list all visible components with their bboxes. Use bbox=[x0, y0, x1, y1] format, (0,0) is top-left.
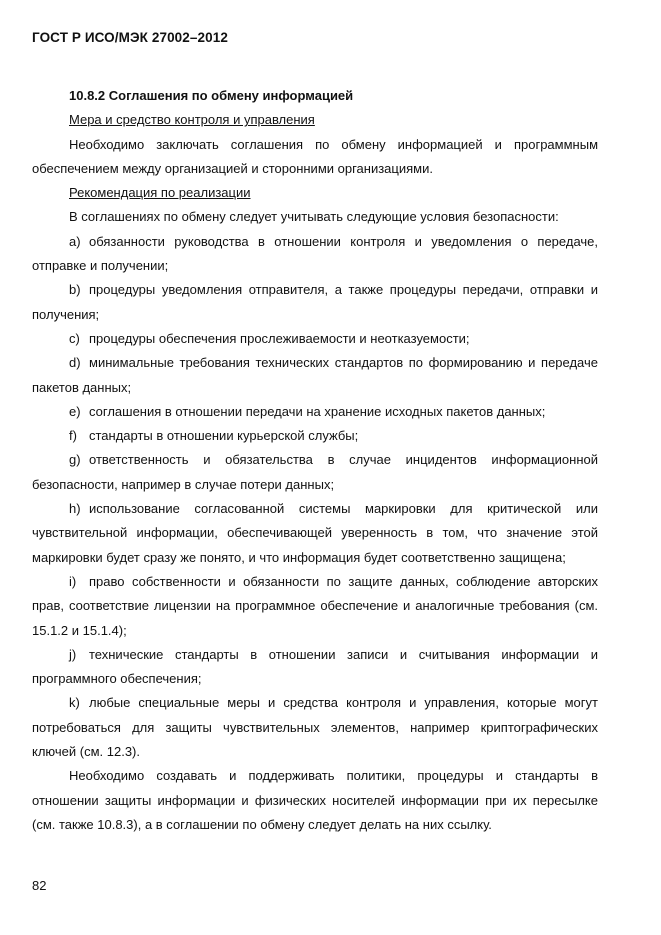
list-marker: b) bbox=[69, 282, 81, 298]
list-marker: k) bbox=[69, 695, 80, 711]
list-marker: i) bbox=[69, 573, 77, 589]
document-body bbox=[32, 84, 598, 837]
list-item-text: процедуры уведомления отправителя, а также процедуры передачи, отправки и получения; bbox=[32, 282, 598, 322]
list-marker: h) bbox=[69, 501, 81, 517]
control-heading: Мера и средство контроля и управления bbox=[69, 112, 315, 128]
document-header: ГОСТ Р ИСО/МЭК 27002–2012 bbox=[32, 30, 228, 45]
guidance-heading-line bbox=[32, 181, 598, 205]
list-item-text: соглашения в отношении передачи на хранение исходных пакетов данных; bbox=[89, 403, 546, 419]
list-item bbox=[32, 643, 598, 692]
list-item-text: право собственности и обязанности по защите данных, соблюдение авторских прав, соответствие лицензии на программное обеспечение и аналогичные требования (см. 15.1.2 и 15.1.4); bbox=[32, 573, 598, 638]
section-title: 10.8.2 Соглашения по обмену информацией bbox=[69, 88, 354, 103]
list-item bbox=[32, 424, 598, 448]
list-item bbox=[32, 351, 598, 400]
closing-text: Необходимо создавать и поддерживать политики, процедуры и стандарты в отношении защиты информации и физических носителей информации при их пересылке (см. также 10.8.3), а в соглашении по обмену следует делать на них ссылку. bbox=[32, 768, 598, 832]
list-marker: f) bbox=[69, 428, 77, 444]
list-item bbox=[32, 230, 598, 279]
list-item bbox=[32, 448, 598, 497]
list-item bbox=[32, 278, 598, 327]
list-item bbox=[32, 327, 598, 351]
list-item bbox=[32, 570, 598, 643]
list-item-text: обязанности руководства в отношении контроля и уведомления о передаче, отправке и получении; bbox=[32, 233, 598, 274]
list-marker: d) bbox=[69, 355, 81, 371]
list-item-text: стандарты в отношении курьерской службы; bbox=[89, 428, 359, 444]
list-marker: e) bbox=[69, 403, 81, 419]
control-heading-line bbox=[32, 108, 598, 132]
list-item-text: технические стандарты в отношении записи и считывания информации и программного обеспечения; bbox=[32, 646, 598, 687]
list-item-text: использование согласованной системы маркировки для критической или чувствительной информации, обеспечивающей уверенность в том, что значение этой маркировки будет сразу же понято, и что информация будет соответственно защищена; bbox=[32, 501, 598, 565]
list-item-text: ответственность и обязательства в случае инцидентов информационной безопасности, например в случае потери данных; bbox=[32, 452, 598, 492]
list-item-text: процедуры обеспечения прослеживаемости и неотказуемости; bbox=[89, 330, 470, 346]
list-item bbox=[32, 400, 598, 424]
list-marker: c) bbox=[69, 330, 80, 346]
list-item bbox=[32, 691, 598, 764]
list-marker: g) bbox=[69, 452, 81, 468]
list-item-text: любые специальные меры и средства контроля и управления, которые могут потребоваться для защиты чувствительных элементов, например криптографических ключей (см. 12.3). bbox=[32, 695, 598, 760]
page-number: 82 bbox=[32, 878, 47, 893]
list-marker: j) bbox=[69, 646, 77, 662]
list-item bbox=[32, 497, 598, 570]
list-item-text: минимальные требования технических стандартов по формированию и передаче пакетов данных; bbox=[32, 355, 598, 395]
guidance-heading: Рекомендация по реализации bbox=[69, 185, 251, 201]
guidance-intro: В соглашениях по обмену следует учитывать следующие условия безопасности: bbox=[69, 209, 559, 225]
control-text: Необходимо заключать соглашения по обмену информацией и программным обеспечением между организацией и сторонними организациями. bbox=[32, 136, 598, 176]
list-marker: а) bbox=[69, 233, 81, 249]
